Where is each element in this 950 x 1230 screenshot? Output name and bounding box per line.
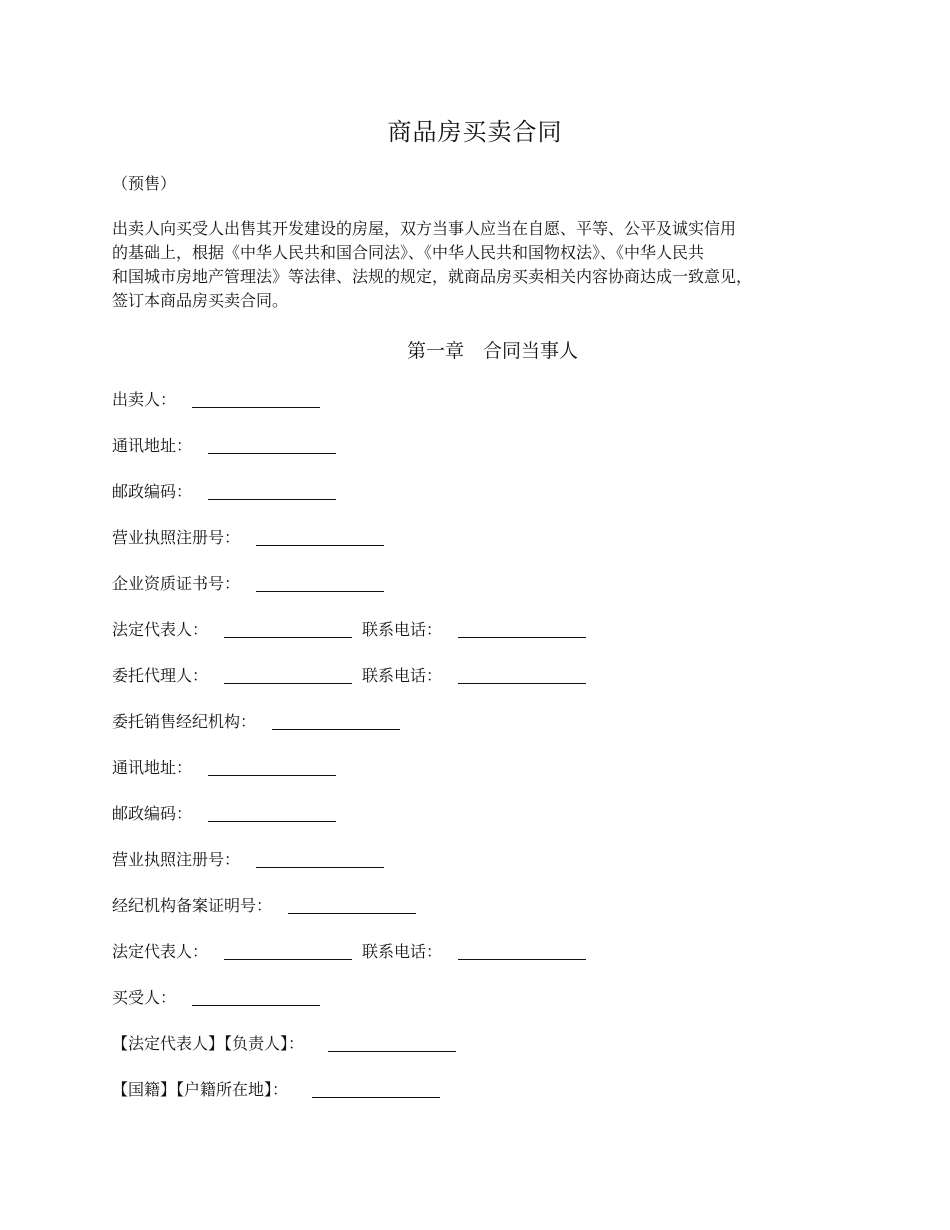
field-label: 出卖人： — [112, 390, 177, 409]
fill-in-blank[interactable] — [224, 682, 352, 684]
field-label: 通讯地址： — [112, 758, 193, 777]
field-buyer-representative — [112, 1030, 456, 1054]
field-label: 邮政编码： — [112, 482, 193, 501]
field-brokerage-agency — [112, 708, 400, 732]
fill-in-blank[interactable] — [458, 636, 586, 638]
field-seller-postcode — [112, 478, 336, 502]
fill-in-blank[interactable] — [192, 406, 320, 408]
field-label: 通讯地址： — [112, 436, 193, 455]
intro-line: 出卖人向买受人出售其开发建设的房屋，双方当事人应当在自愿、平等、公平及诚实信用 — [112, 219, 737, 238]
field-agency-postcode — [112, 800, 336, 824]
field-agency-address — [112, 754, 336, 778]
fill-in-blank[interactable] — [256, 866, 384, 868]
field-label: 买受人： — [112, 988, 177, 1007]
chapter-heading: 第一章 合同当事人 — [406, 340, 578, 362]
fill-in-blank[interactable] — [458, 958, 586, 960]
field-buyer-nationality — [112, 1076, 440, 1100]
document-title: 商品房买卖合同 — [387, 118, 563, 146]
intro-paragraph — [112, 217, 802, 313]
field-agency-business-license — [112, 846, 384, 870]
fill-in-blank[interactable] — [224, 636, 352, 638]
field-seller — [112, 386, 320, 410]
fill-in-blank[interactable] — [458, 682, 586, 684]
field-label: 营业执照注册号： — [112, 528, 241, 547]
document-subtitle: （预售） — [112, 174, 177, 193]
fill-in-blank[interactable] — [256, 544, 384, 546]
field-label: 委托销售经纪机构： — [112, 712, 257, 731]
field-label: 企业资质证书号： — [112, 574, 241, 593]
field-label: 【国籍】【户籍所在地】： — [112, 1080, 289, 1099]
field-agency-record-cert — [112, 892, 416, 916]
field-business-license — [112, 524, 384, 548]
field-agent — [112, 662, 586, 686]
field-label: 法定代表人： — [112, 942, 209, 961]
fill-in-blank[interactable] — [208, 498, 336, 500]
field-label: 委托代理人： — [112, 666, 209, 685]
fill-in-blank[interactable] — [224, 958, 352, 960]
field-agency-legal-rep — [112, 938, 586, 962]
fill-in-blank[interactable] — [256, 590, 384, 592]
fill-in-blank[interactable] — [312, 1096, 440, 1098]
fill-in-blank[interactable] — [288, 912, 416, 914]
field-label: 营业执照注册号： — [112, 850, 241, 869]
fill-in-blank[interactable] — [272, 728, 400, 730]
fill-in-blank[interactable] — [208, 820, 336, 822]
field-legal-rep — [112, 616, 586, 640]
intro-line: 的基础上，根据《中华人民共和国合同法》、《中华人民共和国物权法》、《中华人民共 — [112, 243, 705, 262]
field-seller-address — [112, 432, 336, 456]
intro-line: 签订本商品房买卖合同。 — [112, 291, 289, 310]
field-label: 邮政编码： — [112, 804, 193, 823]
field-label: 法定代表人： — [112, 620, 209, 639]
fill-in-blank[interactable] — [208, 774, 336, 776]
fill-in-blank[interactable] — [208, 452, 336, 454]
field-label: 经纪机构备案证明号： — [112, 896, 273, 915]
field-label: 【法定代表人】【负责人】： — [112, 1034, 305, 1053]
intro-line: 和国城市房地产管理法》等法律、法规的规定，就商品房买卖相关内容协商达成一致意见， — [112, 267, 753, 286]
field-label: 联系电话： — [362, 942, 443, 961]
field-qualification-cert — [112, 570, 384, 594]
field-label: 联系电话： — [362, 620, 443, 639]
fill-in-blank[interactable] — [192, 1004, 320, 1006]
field-label: 联系电话： — [362, 666, 443, 685]
fill-in-blank[interactable] — [328, 1050, 456, 1052]
field-buyer — [112, 984, 320, 1008]
